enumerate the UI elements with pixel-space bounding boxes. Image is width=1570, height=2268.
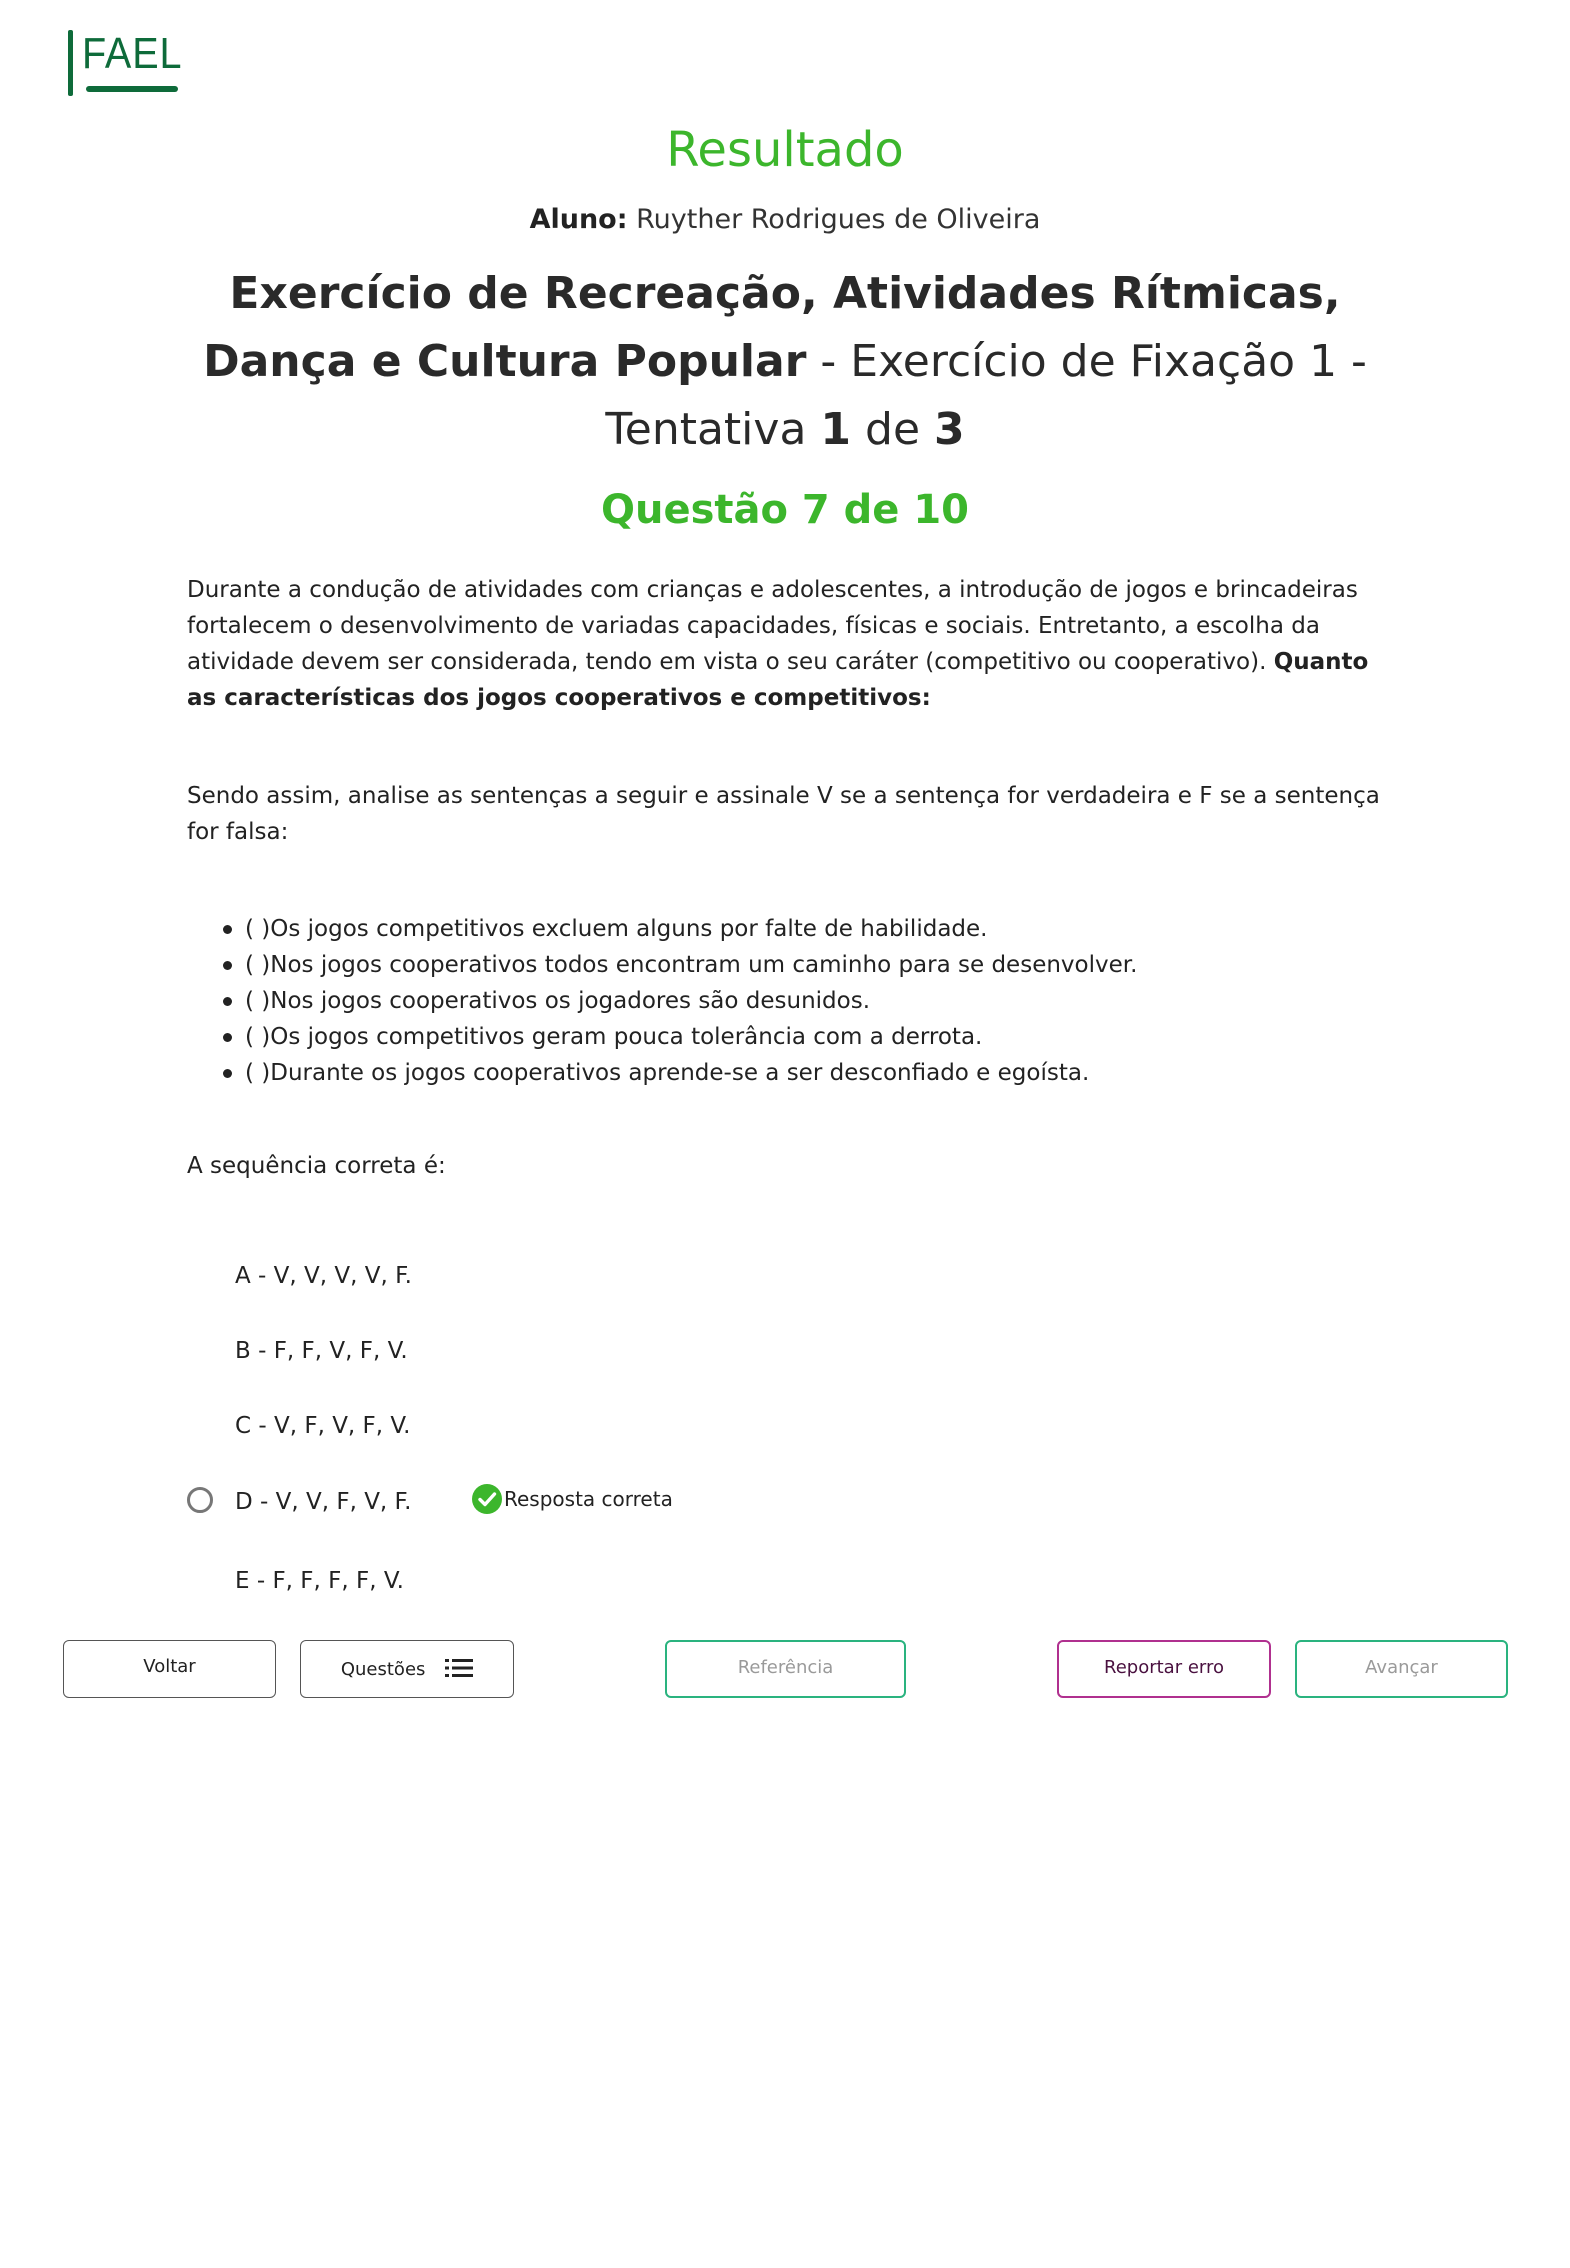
attempt-of: de	[851, 404, 935, 455]
back-button-label: Voltar	[143, 1656, 196, 1677]
report-error-button[interactable]	[1057, 1640, 1271, 1698]
question-instruction: Sendo assim, analise as sentenças a seguir e assinale V se a sentença for verdadeira e F se a sentença for falsa:	[187, 783, 1380, 845]
statement-item: ( )Os jogos competitivos excluem alguns por falte de habilidade.	[187, 911, 1387, 947]
logo-text: FAEL	[82, 29, 183, 78]
course-heading	[180, 260, 1390, 464]
student-name: Ruyther Rodrigues de Oliveira	[636, 204, 1041, 235]
next-button[interactable]	[1295, 1640, 1508, 1698]
option-label: C - V, F, V, F, V.	[235, 1413, 411, 1439]
next-button-label: Avançar	[1365, 1657, 1438, 1678]
question-intro	[187, 572, 1387, 716]
course-name: Exercício de Recreação, Atividades Rítmicas, Dança e Cultura Popular	[203, 268, 1341, 387]
option-label: D - V, V, F, V, F.	[235, 1489, 412, 1515]
question-intro-bold: Quanto as características dos jogos cooperativos e competitivos:	[187, 649, 1369, 711]
report-error-button-label: Reportar erro	[1104, 1657, 1224, 1678]
feedback-text: Resposta correta	[504, 1487, 673, 1511]
sequence-prompt: A sequência correta é:	[187, 1153, 446, 1179]
option-radio[interactable]	[187, 1487, 213, 1513]
option-label: A - V, V, V, V, F.	[235, 1263, 412, 1289]
attempt-number: 1	[820, 404, 852, 455]
question-intro-text: Durante a condução de atividades com crianças e adolescentes, a introdução de jogos e brincadeiras fortalecem o desenvolvimento de variadas capacidades, físicas e sociais. Entretanto, a escolha da atividade devem ser considerada, tendo em vista o seu caráter (competitivo ou cooperativo).	[187, 577, 1358, 675]
check-circle-icon	[472, 1484, 502, 1514]
back-button[interactable]	[63, 1640, 276, 1698]
question-title: Questão 7 de 10	[600, 487, 970, 533]
statement-item: ( )Durante os jogos cooperativos aprende-se a ser desconfiado e egoísta.	[187, 1055, 1387, 1091]
option-label: E - F, F, F, F, V.	[235, 1568, 404, 1594]
statement-item: ( )Os jogos competitivos geram pouca tolerância com a derrota.	[187, 1019, 1387, 1055]
course-separator: -	[806, 336, 851, 387]
questions-button[interactable]	[300, 1640, 514, 1698]
logo-bar	[68, 30, 73, 96]
list-icon	[445, 1658, 473, 1678]
exercise-name: Exercício de Fixação 1 - Tentativa	[605, 336, 1367, 455]
fael-logo	[68, 28, 183, 98]
reference-button[interactable]	[665, 1640, 906, 1698]
student-info	[0, 200, 1570, 240]
statements-list	[187, 911, 1387, 1091]
page-title: Resultado	[666, 122, 904, 178]
questions-button-label: Questões	[340, 1659, 426, 1680]
logo-underline	[86, 86, 178, 92]
reference-button-label: Referência	[737, 1657, 834, 1678]
statement-item: ( )Nos jogos cooperativos os jogadores são desunidos.	[187, 983, 1387, 1019]
student-label: Aluno:	[529, 204, 628, 235]
statement-item: ( )Nos jogos cooperativos todos encontram um caminho para se desenvolver.	[187, 947, 1387, 983]
option-label: B - F, F, V, F, V.	[235, 1338, 408, 1364]
attempt-total: 3	[934, 404, 965, 455]
